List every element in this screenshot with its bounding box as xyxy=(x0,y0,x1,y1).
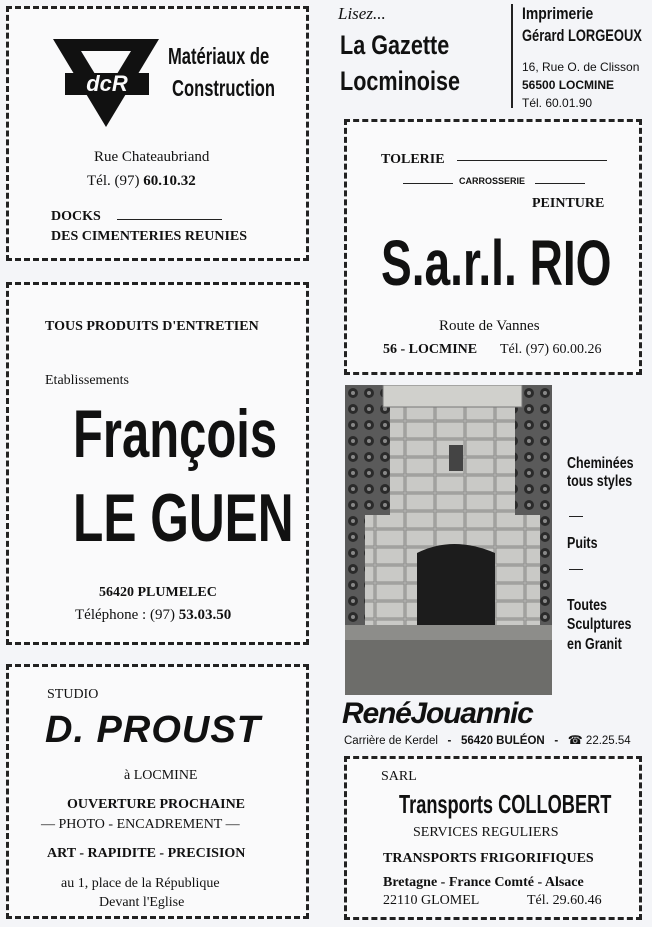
gazette-title-line1: La Gazette xyxy=(340,30,450,60)
ad-dcr xyxy=(6,6,309,261)
ad-rio xyxy=(344,119,642,375)
ad-imprimerie xyxy=(520,4,650,114)
gazette-title-line2: Locminoise xyxy=(340,66,461,96)
rio-address: Route de Vannes xyxy=(439,318,540,334)
dcr-tagline2: DES CIMENTERIES REUNIES xyxy=(51,229,248,244)
ad-collobert xyxy=(344,756,642,920)
collobert-name: Transports COLLOBERT xyxy=(399,789,612,819)
ad-gazette xyxy=(318,0,508,110)
proust-studio: STUDIO xyxy=(47,687,99,702)
telephone-icon: ☎ xyxy=(567,733,583,747)
jouannic-services xyxy=(567,455,652,656)
dcr-phone-number: 60.10.32 xyxy=(143,173,196,189)
jouannic-details: Carrière de Kerdel - 56420 BULÉON - ☎ 22.25.54 xyxy=(344,733,631,747)
jouannic-service-1: Cheminées xyxy=(567,455,634,472)
rio-tolerie-line xyxy=(457,160,607,161)
rio-carrosserie-line-right xyxy=(535,183,585,184)
proust-services: — PHOTO - ENCADREMENT — xyxy=(41,817,240,832)
dcr-title-line1: Matériaux de xyxy=(168,43,270,69)
proust-name: D. PROUST xyxy=(45,709,261,751)
imprimerie-divider xyxy=(511,4,513,108)
leguen-etablissements: Etablissements xyxy=(45,373,129,388)
jouannic-phone: 22.25.54 xyxy=(585,735,631,747)
collobert-frigo: TRANSPORTS FRIGORIFIQUES xyxy=(383,851,594,866)
rio-name: S.a.r.l. RIO xyxy=(381,227,612,299)
proust-motto: ART - RAPIDITE - PRECISION xyxy=(47,846,246,861)
jouannic-dash-2 xyxy=(569,569,583,570)
rio-tolerie: TOLERIE xyxy=(381,152,445,167)
jouannic-address: Carrière de Kerdel xyxy=(344,735,438,747)
leguen-products: TOUS PRODUITS D'ENTRETIEN xyxy=(45,319,259,334)
dcr-logo-text: dcR xyxy=(86,71,128,96)
leguen-name-line2: LE GUEN xyxy=(73,480,294,556)
jouannic-service-4: Toutes xyxy=(567,597,607,614)
proust-address2: Devant l'Eglise xyxy=(99,895,185,910)
gazette-lisez: Lisez... xyxy=(338,4,386,23)
dcr-phone xyxy=(87,173,196,190)
proust-opening: OUVERTURE PROCHAINE xyxy=(67,797,246,812)
collobert-services: SERVICES REGULIERS xyxy=(413,825,559,840)
rio-carrosserie-line-left xyxy=(403,183,453,184)
jouannic-service-2: tous styles xyxy=(567,473,633,490)
ad-leguen xyxy=(6,282,309,645)
jouannic-name: RenéJouannic xyxy=(342,697,533,730)
jouannic-service-5: Sculptures xyxy=(567,616,632,633)
leguen-phone-label: Téléphone : (97) xyxy=(75,607,175,623)
imprimerie-title-line1: Imprimerie xyxy=(522,4,594,23)
leguen-name-line1: François xyxy=(73,396,278,472)
rio-phone: Tél. (97) 60.00.26 xyxy=(500,342,602,357)
dcr-phone-label: Tél. (97) xyxy=(87,173,140,189)
collobert-sarl: SARL xyxy=(381,769,417,784)
collobert-phone: Tél. 29.60.46 xyxy=(527,893,602,908)
jouannic-service-3: Puits xyxy=(567,535,598,552)
jouannic-city: 56420 BULÉON xyxy=(461,735,545,747)
ad-proust xyxy=(6,664,309,919)
dcr-logo xyxy=(51,37,161,129)
imprimerie-phone: Tél. 60.01.90 xyxy=(522,96,593,110)
rio-city: 56 - LOCMINE xyxy=(383,342,478,357)
jouannic-fireplace-photo xyxy=(345,385,552,695)
dcr-divider xyxy=(117,219,222,220)
dcr-address: Rue Chateaubriand xyxy=(94,149,210,165)
leguen-phone-number: 53.03.50 xyxy=(178,607,232,623)
imprimerie-address: 16, Rue O. de Clisson xyxy=(522,60,640,74)
jouannic-dash-1 xyxy=(569,516,583,517)
imprimerie-title-line2: Gérard LORGEOUX xyxy=(522,26,642,45)
dcr-title-line2: Construction xyxy=(172,75,276,101)
dcr-tagline1: DOCKS xyxy=(51,209,101,224)
leguen-city: 56420 PLUMELEC xyxy=(99,585,217,600)
proust-location: à LOCMINE xyxy=(124,768,198,783)
jouannic-service-6: en Granit xyxy=(567,636,622,653)
imprimerie-city: 56500 LOCMINE xyxy=(522,78,615,92)
proust-address: au 1, place de la République xyxy=(61,876,220,891)
rio-carrosserie: CARROSSERIE xyxy=(459,176,526,186)
rio-peinture: PEINTURE xyxy=(532,196,605,211)
collobert-regions: Bretagne - France Comté - Alsace xyxy=(383,875,584,890)
leguen-phone xyxy=(75,607,231,624)
collobert-city: 22110 GLOMEL xyxy=(383,893,480,908)
fireplace-image xyxy=(345,385,552,695)
